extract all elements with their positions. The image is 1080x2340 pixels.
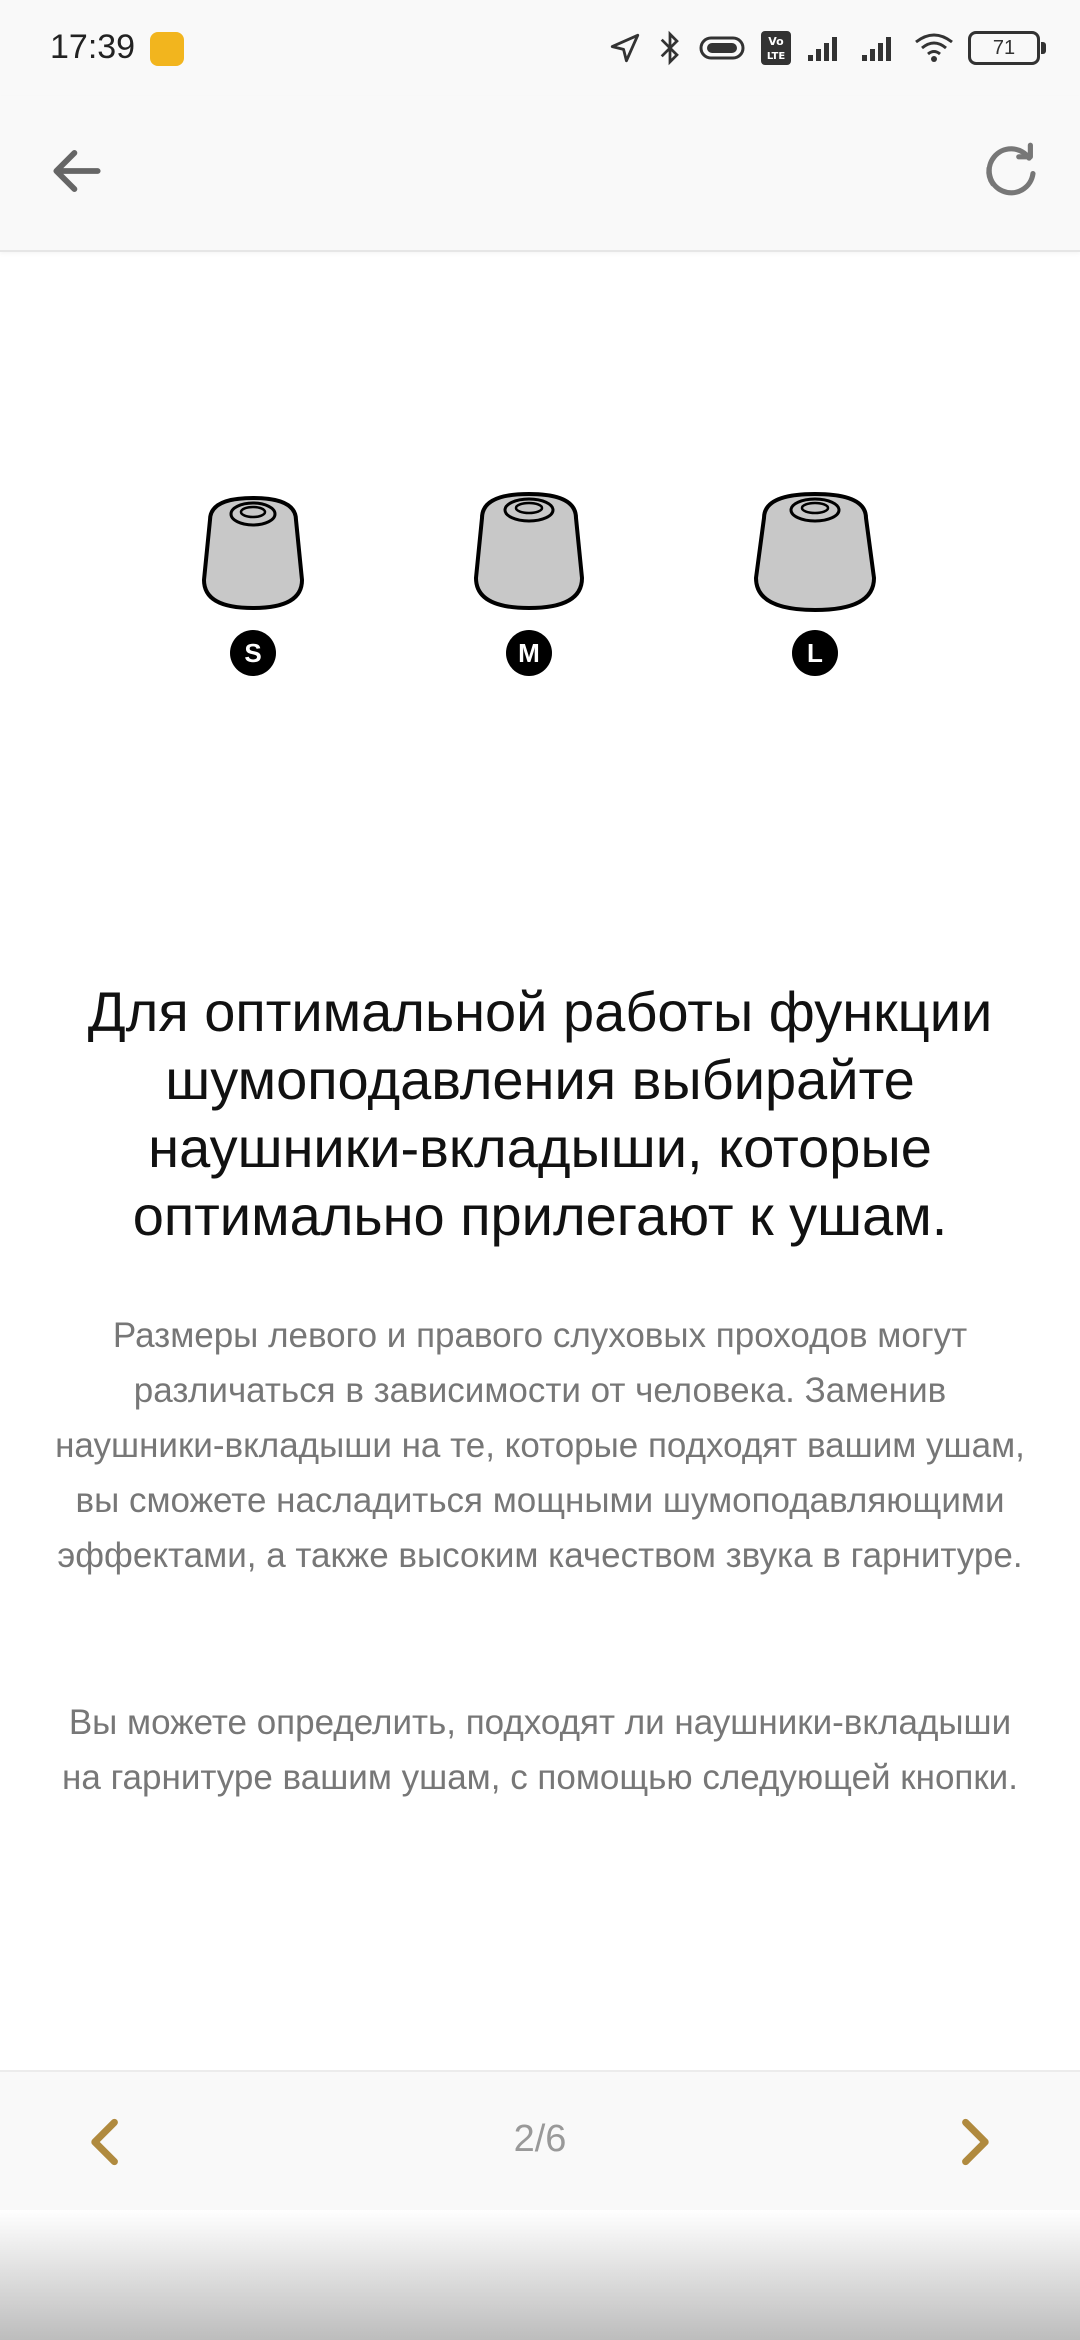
app-bar bbox=[0, 96, 1080, 252]
description-primary: Размеры левого и правого слуховых проходов могут различаться в зависимости от человека. Заменив наушники-вкладыши на те, которые подходят вашим ушам, вы сможете насладиться мощными шумоподавляющими эффектами, а также высоким качеством звука в гарнитуре. bbox=[55, 1316, 1025, 1575]
signal-icon-1 bbox=[806, 33, 846, 63]
status-time: 17:39 bbox=[50, 28, 136, 66]
ear-tip-medium-icon bbox=[470, 490, 588, 612]
headphones-app-icon bbox=[150, 32, 184, 66]
description-secondary: Вы можете определить, подходят ли наушники-вкладыши на гарнитуре вашим ушам, с помощью следующей кнопки. bbox=[62, 1703, 1018, 1797]
tip-size-badge: M bbox=[506, 630, 552, 676]
wifi-icon bbox=[914, 32, 954, 64]
svg-text:LTE: LTE bbox=[766, 51, 786, 62]
tip-size-badge: L bbox=[792, 630, 838, 676]
arrow-left-icon[interactable] bbox=[46, 140, 108, 202]
chevron-right-icon[interactable] bbox=[946, 2114, 1002, 2170]
ear-tip-medium bbox=[470, 490, 588, 668]
status-bar bbox=[0, 0, 1080, 96]
bluetooth-icon bbox=[656, 30, 684, 66]
pager-bar bbox=[0, 2070, 1080, 2212]
battery-indicator: 71 bbox=[968, 31, 1040, 65]
page-indicator: 2/6 bbox=[513, 2118, 567, 2160]
headline: Для оптимальной работы функции шумоподавления выбирайте наушники-вкладыши, которые оптимально прилегают к ушам. bbox=[87, 980, 993, 1247]
status-icons bbox=[608, 26, 1040, 70]
tip-size-badge: S bbox=[230, 630, 276, 676]
vibrate-icon bbox=[698, 33, 746, 63]
ear-tips-illustration bbox=[0, 490, 1080, 690]
signal-icon-2 bbox=[860, 33, 900, 63]
ear-tip-small bbox=[198, 490, 308, 668]
refresh-icon[interactable] bbox=[980, 140, 1042, 202]
ear-tip-large-icon bbox=[750, 490, 880, 614]
volte-icon bbox=[760, 30, 792, 66]
ear-tip-large bbox=[750, 490, 880, 668]
location-icon bbox=[608, 31, 642, 65]
system-navigation-area bbox=[0, 2210, 1080, 2340]
svg-text:Vo: Vo bbox=[768, 35, 784, 48]
ear-tip-small-icon bbox=[198, 490, 308, 610]
